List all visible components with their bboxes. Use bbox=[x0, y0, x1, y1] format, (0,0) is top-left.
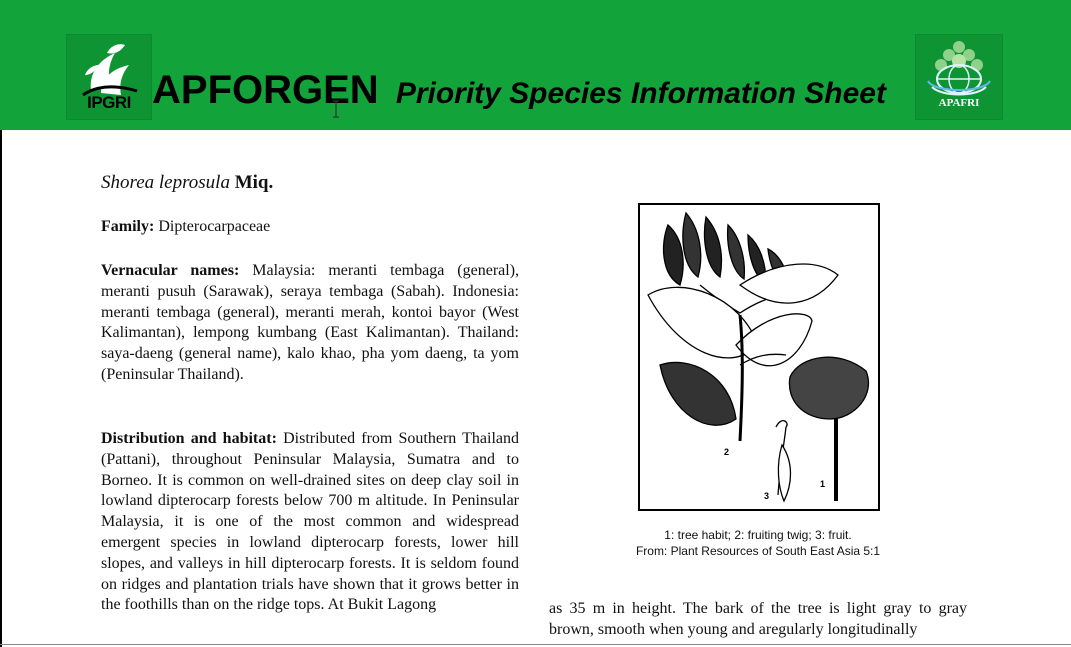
distribution-label: Distribution and habitat: bbox=[101, 430, 277, 447]
family-paragraph bbox=[101, 217, 519, 238]
distribution-paragraph bbox=[101, 429, 519, 616]
family-label: Family: bbox=[101, 218, 155, 235]
page-header bbox=[0, 0, 1071, 130]
figure-caption bbox=[600, 527, 916, 559]
vernacular-text: Malaysia: meranti tembaga (general), meranti pusuh (Sarawak), seraya tembaga (Sabah). Indonesia: meranti tembaga (general), meranti merah, kontoi bayor (West Kalimantan), lempong kumbang (East Kalimantan). Thailand: saya-daeng (general name), kalo khao, pha yom daeng, ta yom (Peninsular Thailand). bbox=[101, 262, 520, 383]
right-column-text: as 35 m in height. The bark of the tree is light gray to gray brown, smooth when young and aregularly longitudinally bbox=[549, 600, 967, 638]
apafri-logo bbox=[915, 34, 1003, 120]
right-column-paragraph bbox=[549, 599, 967, 641]
apafri-logo-text: APAFRI bbox=[938, 97, 980, 109]
figure-label-3: 3 bbox=[764, 491, 770, 501]
caption-line-2: From: Plant Resources of South East Asia 5:1 bbox=[635, 544, 881, 558]
page-title bbox=[152, 66, 886, 118]
text-cursor-icon bbox=[332, 100, 340, 118]
figure-label-2: 2 bbox=[724, 447, 730, 457]
family-value: Dipterocarpaceae bbox=[158, 218, 271, 235]
page-bottom-edge bbox=[0, 644, 1071, 645]
caption-line-1: 1: tree habit; 2: fruiting twig; 3: fruit. bbox=[664, 528, 852, 542]
botanical-illustration bbox=[638, 203, 880, 511]
species-author: Miq. bbox=[234, 172, 274, 193]
title-apforgen: APFORGEN bbox=[152, 68, 379, 112]
ipgri-logo bbox=[66, 34, 152, 120]
title-subtitle: Priority Species Information Sheet bbox=[395, 77, 886, 110]
ipgri-logo-text: IPGRI bbox=[87, 93, 131, 112]
species-name: Shorea leprosula bbox=[101, 172, 230, 193]
plant-drawing-icon bbox=[640, 205, 878, 509]
figure-label-1: 1 bbox=[820, 479, 826, 489]
distribution-text: Distributed from Southern Thailand (Pattani), throughout Peninsular Malaysia, Sumatra and to Borneo. It is common on well-drained sites on deep clay soil in lowland dipterocarp forests below 700 m altitude. In Peninsular Malaysia, it is one of the most common and widespread emergent species in lowland dipterocarp forests, lower hill slopes, and valleys in hill dipterocarp forests. It is seldom found on ridges and plantation trials have shown that it grows better in the foothills than on the ridge tops. At Bukit Lagong bbox=[101, 430, 520, 614]
vernacular-paragraph bbox=[101, 261, 519, 386]
vernacular-label: Vernacular names: bbox=[101, 262, 240, 279]
species-heading bbox=[101, 172, 273, 194]
